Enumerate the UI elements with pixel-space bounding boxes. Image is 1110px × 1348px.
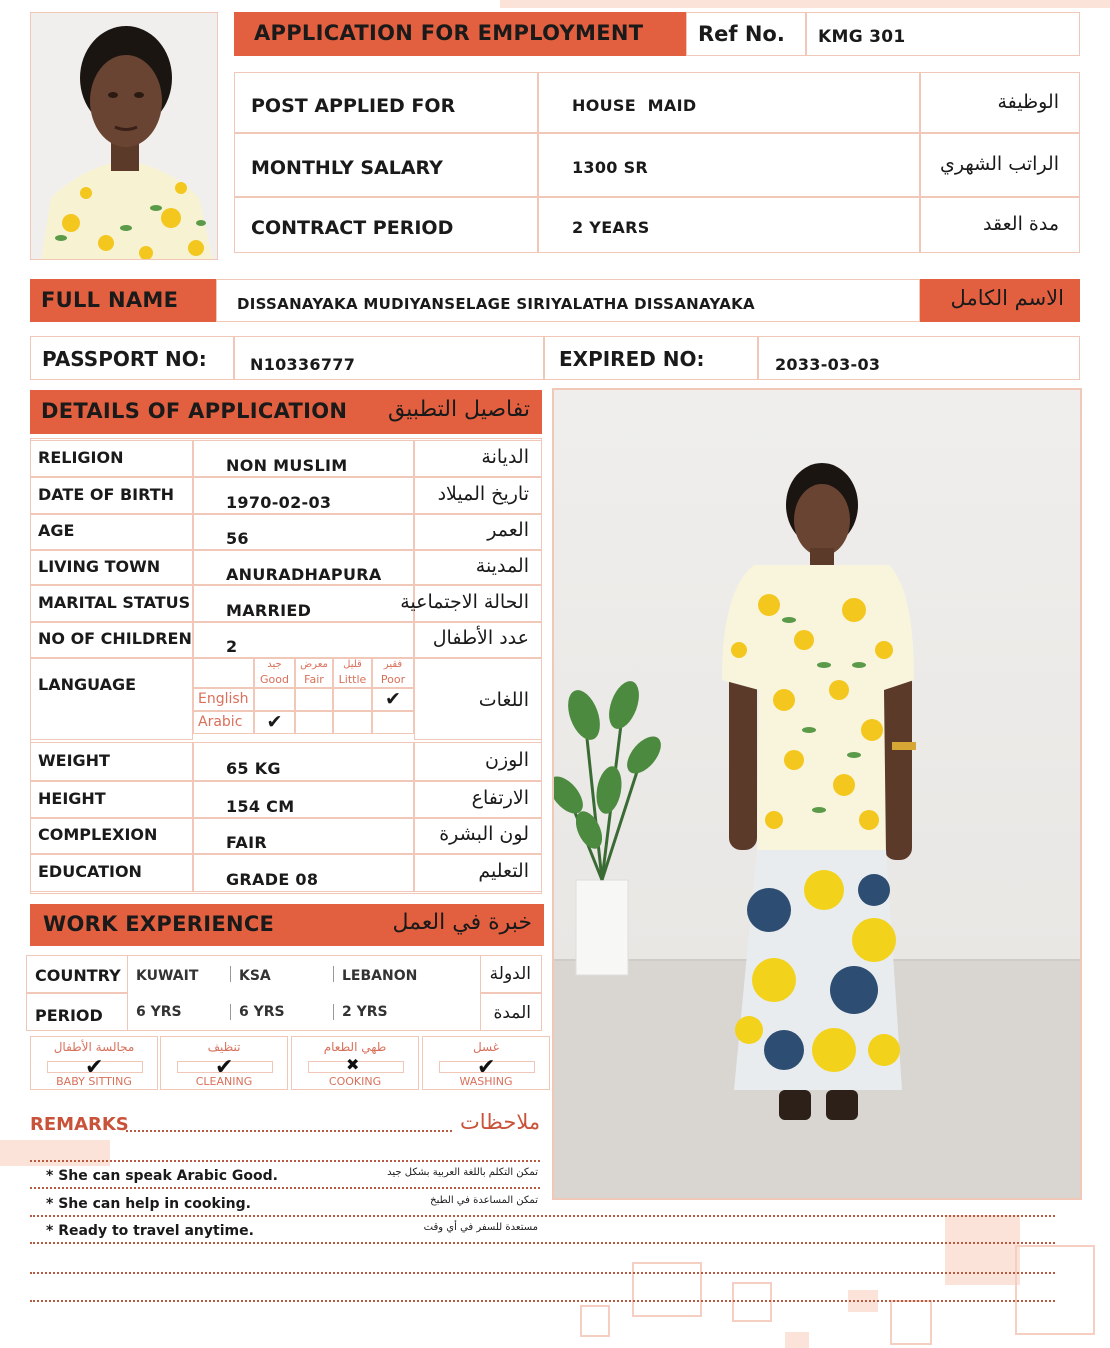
- decor-square: [785, 1332, 809, 1348]
- detail-label-cell: [30, 854, 193, 892]
- period-value: 2 YRS: [342, 1004, 388, 1020]
- detail-ar-cell: [400, 585, 542, 622]
- detail-value-cell: [193, 781, 414, 818]
- skill-ar: مجالسة الأطفال: [53, 1040, 135, 1054]
- language-level-ar: معرض: [300, 659, 328, 670]
- detail-value-cell: [193, 550, 414, 585]
- remark-dotted-line: [30, 1215, 1055, 1217]
- language-grid-cell: [295, 711, 333, 734]
- period-value: 6 YRS: [239, 1004, 285, 1020]
- detail-ar-cell: [414, 477, 542, 514]
- period-label: PERIOD: [35, 1006, 103, 1025]
- column-separator: [230, 1004, 231, 1020]
- post-ar-cell: [920, 133, 1080, 197]
- work-header: [30, 904, 544, 946]
- country-cell: [128, 956, 230, 992]
- remarks-label-ar: ملاحظات: [460, 1110, 541, 1134]
- detail-ar: لون البشرة: [439, 823, 529, 845]
- language-grid-cell: [333, 711, 372, 734]
- skill-cell: [422, 1036, 550, 1090]
- language-level-en: Little: [338, 673, 367, 686]
- passport-value-cell: [234, 336, 544, 380]
- remark-text-ar: تمكن التكلم باللغة العربية بشكل جيد: [387, 1167, 538, 1178]
- detail-ar-cell: [414, 622, 542, 658]
- language-level-ar: فقير: [383, 659, 403, 670]
- country-label: COUNTRY: [35, 966, 121, 985]
- post-value-cell: [538, 197, 920, 253]
- skill-en: BABY SITTING: [56, 1075, 132, 1088]
- detail-value: ANURADHAPURA: [226, 564, 382, 584]
- period-value: 6 YRS: [136, 1004, 182, 1020]
- detail-label: EDUCATION: [38, 862, 142, 881]
- skill-en: WASHING: [459, 1075, 513, 1088]
- details-header: [30, 390, 542, 434]
- skill-en: CLEANING: [195, 1075, 253, 1088]
- country-cell: [230, 956, 333, 992]
- language-level-ar: قليل: [343, 659, 362, 670]
- detail-value-cell: [193, 514, 414, 550]
- skill-cell: [30, 1036, 158, 1090]
- detail-value-cell: [193, 818, 414, 854]
- remarks-blank-line: [30, 1300, 1055, 1302]
- post-label: MONTHLY SALARY: [251, 157, 443, 179]
- period-label-cell: [26, 993, 128, 1031]
- passport-value: N10336777: [250, 355, 356, 374]
- application-title-bar: [234, 12, 686, 56]
- language-ar: اللغات: [478, 689, 529, 711]
- detail-label: RELIGION: [38, 447, 124, 467]
- column-separator: [333, 966, 334, 982]
- decor-square: [732, 1282, 772, 1322]
- language-level-en: Fair: [304, 673, 324, 686]
- detail-label: DATE OF BIRTH: [38, 484, 174, 504]
- detail-ar-cell: [414, 440, 542, 477]
- full-body-photo: [552, 388, 1082, 1200]
- remarks-blank-line: [30, 1272, 1055, 1274]
- detail-ar-cell: [414, 818, 542, 854]
- expired-value: 2033-03-03: [775, 355, 881, 374]
- fullname-ar-cell: [920, 279, 1080, 322]
- detail-label: MARITAL STATUS: [38, 592, 191, 612]
- country-ar-cell: [480, 955, 542, 993]
- post-value: 2 YEARS: [572, 218, 650, 237]
- post-ar-cell: [920, 197, 1080, 253]
- remarks-dotted-line: [126, 1130, 452, 1132]
- remark-dotted-line: [30, 1242, 1055, 1244]
- detail-ar: التعليم: [478, 860, 529, 882]
- expired-label: EXPIRED NO:: [559, 347, 705, 371]
- detail-ar: المدينة: [475, 554, 529, 577]
- passport-label-cell: [30, 336, 234, 380]
- decor-square: [500, 0, 1110, 8]
- post-ar: مدة العقد: [983, 213, 1059, 235]
- decor-square: [580, 1305, 610, 1337]
- period-ar-cell: [480, 993, 542, 1031]
- remark-text-ar: تمكن المساعدة في الطبخ: [430, 1195, 538, 1206]
- post-value: 1300 SR: [572, 158, 649, 177]
- detail-value-cell: [193, 477, 414, 514]
- post-label: CONTRACT PERIOD: [251, 217, 454, 239]
- detail-ar-cell: [414, 550, 542, 585]
- detail-ar: تاريخ الميلاد: [437, 482, 529, 505]
- detail-value-cell: [193, 440, 414, 477]
- detail-label-cell: [30, 742, 193, 781]
- detail-ar: الارتفاع: [471, 786, 529, 809]
- language-grid-cell: [295, 688, 333, 711]
- detail-value: 2: [226, 637, 238, 656]
- decor-square: [1015, 1245, 1095, 1335]
- remark-text: * Ready to travel anytime.: [46, 1223, 254, 1239]
- country-value: LEBANON: [342, 968, 418, 984]
- detail-ar-cell: [414, 514, 542, 550]
- detail-ar: الوزن: [484, 748, 529, 771]
- detail-ar: العمر: [487, 519, 529, 541]
- detail-ar: عدد الأطفال: [432, 627, 529, 649]
- decor-square: [0, 1140, 110, 1166]
- post-label: POST APPLIED FOR: [251, 94, 456, 117]
- ref-value-cell: [806, 12, 1080, 56]
- skill-cell: [160, 1036, 288, 1090]
- detail-label: AGE: [38, 521, 75, 540]
- detail-value: NON MUSLIM: [226, 455, 348, 475]
- expired-label-cell: [544, 336, 758, 380]
- skill-en: COOKING: [328, 1075, 382, 1088]
- expired-value-cell: [758, 336, 1080, 380]
- post-label-cell: [234, 197, 538, 253]
- detail-label: COMPLEXION: [38, 825, 158, 844]
- detail-ar: الحالة الاجتماعية: [400, 590, 529, 613]
- details-title: DETAILS OF APPLICATION: [41, 399, 348, 423]
- detail-label-cell: [30, 477, 193, 514]
- post-value-cell: [538, 133, 920, 197]
- period-ar: المدة: [493, 1003, 531, 1023]
- work-title: WORK EXPERIENCE: [43, 912, 275, 936]
- detail-value: 154 CM: [226, 796, 295, 816]
- period-cell: [230, 994, 333, 1030]
- detail-label-cell: [30, 550, 193, 585]
- post-ar: الراتب الشهري: [940, 153, 1059, 175]
- decor-square: [945, 1215, 1020, 1285]
- post-ar-cell: [920, 72, 1080, 133]
- language-check-mark: ✔: [385, 688, 401, 710]
- skill-mark: ✔: [215, 1055, 234, 1080]
- period-cell: [333, 994, 480, 1030]
- detail-value-cell: [193, 742, 414, 781]
- detail-value: 56: [226, 529, 249, 548]
- fullname-value: DISSANAYAKA MUDIYANSELAGE SIRIYALATHA DISSANAYAKA: [237, 295, 755, 313]
- column-separator: [230, 966, 231, 982]
- detail-value: 65 KG: [226, 758, 281, 778]
- country-cell: [333, 956, 480, 992]
- detail-value: MARRIED: [226, 600, 312, 620]
- post-label-cell: [234, 133, 538, 197]
- detail-ar-cell: [414, 742, 542, 781]
- language-level-ar: جيد: [267, 659, 282, 670]
- skill-mark: ✔: [85, 1055, 104, 1080]
- detail-label-cell: [30, 781, 193, 818]
- work-title-ar: خبرة في العمل: [392, 910, 532, 935]
- application-title: APPLICATION FOR EMPLOYMENT: [254, 21, 644, 45]
- detail-value-cell: [193, 854, 414, 892]
- fullname-label-cell: [30, 279, 216, 322]
- detail-label-cell: [30, 514, 193, 550]
- post-ar: الوظيفة: [997, 90, 1059, 113]
- language-label-cell: [30, 658, 193, 740]
- language-label: LANGUAGE: [38, 675, 137, 694]
- detail-label: NO OF CHILDREN: [38, 629, 192, 648]
- detail-value-cell: [193, 622, 414, 658]
- ref-label: Ref No.: [698, 22, 785, 46]
- language-grid-cell: [333, 688, 372, 711]
- language-grid-cell: [372, 711, 414, 734]
- detail-label: WEIGHT: [38, 750, 110, 770]
- details-title-ar: تفاصيل التطبيق: [387, 397, 530, 422]
- language-grid-cell: [254, 688, 295, 711]
- skill-ar: طهي الطعام: [323, 1040, 387, 1054]
- detail-value: GRADE 08: [226, 870, 319, 889]
- decor-square: [890, 1300, 932, 1345]
- remark-text: * She can help in cooking.: [46, 1196, 251, 1212]
- skill-ar: تنظيف: [207, 1040, 241, 1054]
- country-ar: الدولة: [489, 964, 531, 984]
- language-level-en: Poor: [380, 673, 406, 686]
- detail-ar-cell: [414, 781, 542, 818]
- detail-label-cell: [30, 440, 193, 477]
- detail-ar: الديانة: [481, 445, 529, 468]
- post-value: HOUSE MAID: [572, 95, 697, 115]
- portrait-photo: [30, 12, 218, 260]
- post-label-cell: [234, 72, 538, 133]
- ref-value: KMG 301: [818, 27, 906, 47]
- remark-text: * She can speak Arabic Good.: [46, 1168, 278, 1184]
- detail-value-cell: [193, 585, 414, 622]
- language-name: English: [198, 691, 249, 707]
- language-ar-cell: [414, 658, 542, 740]
- detail-label-cell: [30, 585, 193, 622]
- country-label-cell: [26, 955, 128, 993]
- post-value-cell: [538, 72, 920, 133]
- remark-text-ar: مستعدة للسفر في أي وقت: [423, 1222, 538, 1233]
- detail-ar-cell: [414, 854, 542, 892]
- detail-value: FAIR: [226, 833, 267, 852]
- remark-dotted-line: [30, 1187, 540, 1189]
- remarks-label: REMARKS: [30, 1114, 129, 1135]
- detail-label: HEIGHT: [38, 788, 106, 808]
- detail-label: LIVING TOWN: [38, 556, 161, 576]
- language-level-en: Good: [260, 673, 289, 686]
- detail-label-cell: [30, 622, 193, 658]
- fullname-ar: الاسم الكامل: [950, 286, 1064, 310]
- language-grid-cell: [193, 658, 254, 688]
- column-separator: [333, 1004, 334, 1020]
- passport-label: PASSPORT NO:: [42, 347, 207, 371]
- language-name: Arabic: [198, 714, 243, 730]
- remark-dotted-line: [30, 1160, 540, 1162]
- detail-value: 1970-02-03: [226, 492, 332, 512]
- skill-mark: ✔: [477, 1055, 496, 1080]
- ref-label-cell: [686, 12, 806, 56]
- fullname-value-cell: [216, 279, 920, 322]
- period-cell: [128, 994, 230, 1030]
- decor-square: [632, 1262, 702, 1317]
- detail-label-cell: [30, 818, 193, 854]
- skill-mark: ✖: [346, 1055, 360, 1074]
- skill-ar: غسل: [472, 1040, 500, 1054]
- country-value: KSA: [239, 968, 271, 984]
- country-value: KUWAIT: [136, 968, 199, 984]
- fullname-label: FULL NAME: [41, 288, 179, 312]
- language-check-mark: ✔: [266, 711, 283, 733]
- skill-cell: [291, 1036, 419, 1090]
